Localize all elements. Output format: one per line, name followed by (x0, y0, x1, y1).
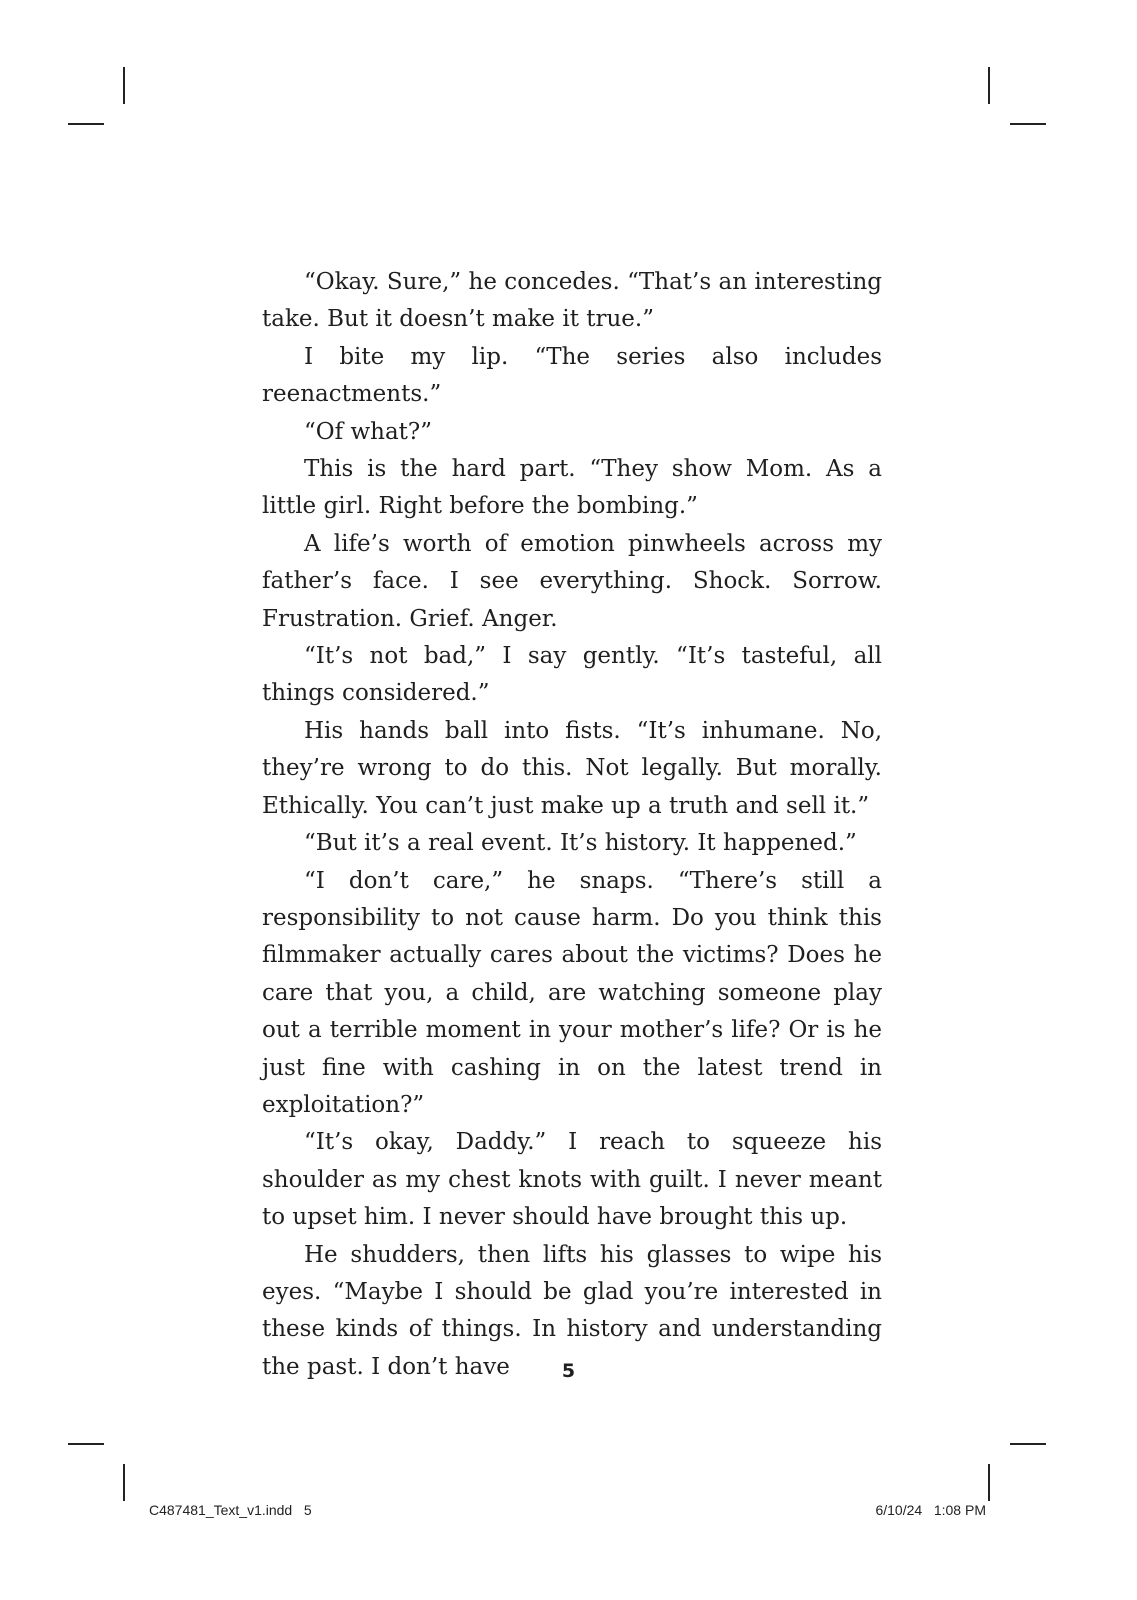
page-number: 5 (561, 1360, 576, 1382)
crop-mark-top-left-vertical (123, 67, 125, 104)
crop-mark-bottom-left-vertical (123, 1464, 125, 1501)
paragraph: He shudders, then lifts his glasses to wipe his eyes. “Maybe I should be glad you’re interested in these kinds of things. In history and understanding the past. I don’t have (262, 1241, 882, 1380)
paragraph: His hands ball into fists. “It’s inhumane. No, they’re wrong to do this. Not legally. But morally. Ethically. You can’t just make up a truth and sell it.” (262, 717, 882, 819)
paragraph: “But it’s a real event. It’s history. It happened.” (304, 830, 857, 857)
crop-mark-bottom-left-horizontal (68, 1443, 104, 1445)
paragraph: “I don’t care,” he snaps. “There’s still a responsibility to not cause harm. Do you think this filmmaker actually cares about the victims? Does he care that you, a child, are watching someone play out a terrible moment in your mother’s life? Or is he just fine with cashing in on the latest trend in exploitation?” (262, 867, 882, 1118)
paragraph: A life’s worth of emotion pinwheels across my father’s face. I see everything. Shock. Sorrow. Frustration. Grief. Anger. (262, 530, 882, 632)
crop-mark-bottom-right-vertical (988, 1464, 990, 1501)
crop-mark-top-left-horizontal (68, 123, 104, 125)
paragraph: “Okay. Sure,” he concedes. “That’s an interesting take. But it doesn’t make it true.” (262, 269, 882, 333)
body-text (262, 264, 882, 1386)
crop-mark-top-right-vertical (988, 67, 990, 104)
paragraph: I bite my lip. “The series also includes reenactments.” (262, 343, 882, 408)
paragraph: This is the hard part. “They show Mom. As a little girl. Right before the bombing.” (262, 456, 882, 520)
paragraph: “It’s okay, Daddy.” I reach to squeeze his shoulder as my chest knots with guilt. I never meant to upset him. I never should have brought this up. (262, 1129, 882, 1231)
slug-file-name: C487481_Text_v1.indd 5 (149, 1502, 312, 1518)
crop-mark-top-right-horizontal (1010, 123, 1046, 125)
crop-mark-bottom-right-horizontal (1010, 1443, 1046, 1445)
paragraph: “Of what?” (304, 418, 432, 445)
slug-timestamp: 6/10/24 1:08 PM (875, 1502, 986, 1518)
paragraph: “It’s not bad,” I say gently. “It’s tasteful, all things considered.” (262, 643, 882, 707)
